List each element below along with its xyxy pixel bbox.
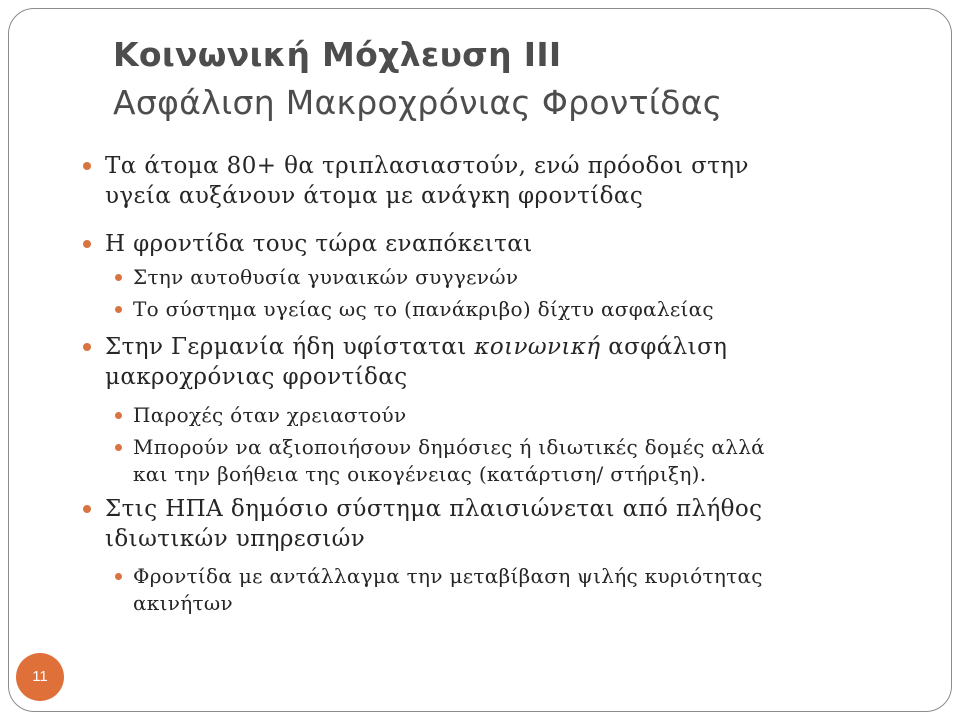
bullet-text-segment: ασφάλιση (600, 334, 728, 360)
bullet-text-line: μακροχρόνιας φροντίδας (105, 364, 408, 390)
bullet-text-italic: κοινωνική (474, 334, 601, 360)
title-line-1: Κοινωνική Μόχλευση ΙΙΙ (113, 35, 562, 74)
sub-bullet-item (133, 296, 913, 323)
sub-bullet-item (133, 264, 913, 291)
bullet-dot-icon (83, 162, 91, 170)
bullet-dot-icon (115, 573, 122, 580)
sub-bullet-item (133, 434, 913, 488)
bullet-text-line: Παροχές όταν χρειαστούν (133, 403, 407, 427)
bullet-text-line: Φροντίδα με αντάλλαγμα την μεταβίβαση ψιλής κυριότητας (133, 564, 763, 588)
bullet-text-segment: Στην Γερμανία ήδη υφίσταται (105, 334, 475, 360)
bullet-text-line: και την βοήθεια της οικογένειας (κατάρτιση/ στήριξη). (133, 462, 707, 486)
title-line-2: Ασφάλιση Μακροχρόνιας Φροντίδας (113, 83, 723, 122)
bullet-text-line: ακινήτων (133, 591, 233, 615)
sub-bullet-item (133, 402, 913, 429)
bullet-list (9, 9, 953, 713)
sub-bullet-item (133, 563, 913, 617)
bullet-dot-icon (83, 240, 91, 248)
bullet-text-line: ιδιωτικών υπηρεσιών (105, 526, 366, 552)
bullet-text-line (105, 332, 905, 362)
bullet-text-line: Το σύστημα υγείας ως το (πανάκριβο) δίχτυ ασφαλείας (133, 297, 714, 321)
bullet-dot-icon (115, 274, 122, 281)
bullet-text-line: Μπορούν να αξιοποιήσουν δημόσιες ή ιδιωτικές δομές αλλά (133, 435, 765, 459)
bullet-item (105, 151, 905, 211)
bullet-text-line: Στην αυτοθυσία γυναικών συγγενών (133, 265, 519, 289)
bullet-text-line: Στις ΗΠΑ δημόσιο σύστημα πλαισιώνεται από πλήθος (105, 496, 763, 522)
bullet-text-line: Η φροντίδα τους τώρα εναπόκειται (105, 231, 533, 257)
bullet-dot-icon (83, 505, 91, 513)
page-number-badge: 11 (16, 653, 64, 701)
bullet-text-line: υγεία αυξάνουν άτομα με ανάγκη φροντίδας (105, 183, 644, 209)
bullet-dot-icon (115, 306, 122, 313)
slide-frame (8, 8, 952, 712)
bullet-item (105, 229, 905, 259)
bullet-item (105, 494, 905, 554)
bullet-text-line: Τα άτομα 80+ θα τριπλασιαστούν, ενώ πρόοδοι στην (105, 153, 749, 179)
bullet-dot-icon (115, 412, 122, 419)
bullet-item (105, 332, 905, 392)
bullet-dot-icon (115, 444, 122, 451)
bullet-dot-icon (83, 343, 91, 351)
